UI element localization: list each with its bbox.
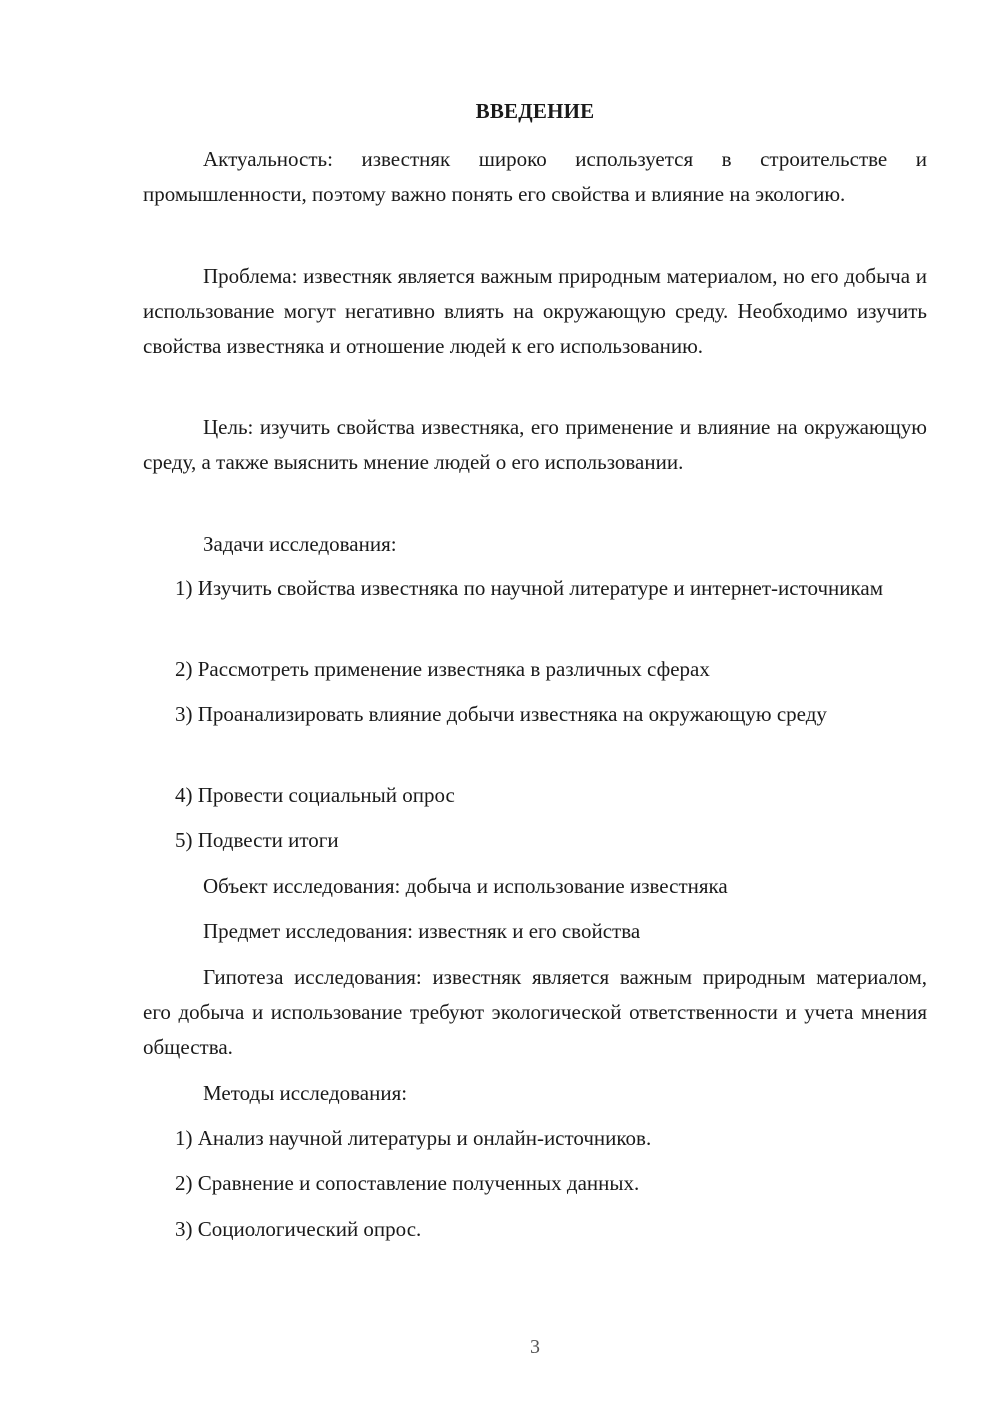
list-item-task-4: 4) Провести социальный опрос — [175, 783, 455, 807]
paragraph-goal: Цель: изучить свойства известняка, его применение и влияние на окружающую среду, а также выяснить мнение людей о его использовании. — [143, 415, 927, 474]
page-number: 3 — [530, 1336, 540, 1358]
paragraph-problem: Проблема: известняк является важным природным материалом, но его добыча и использование могут негативно влиять на окружающую среду. Необходимо изучить свойства известняка и отношение людей к его использованию. — [143, 264, 927, 358]
list-item-method-3: 3) Социологический опрос. — [175, 1217, 422, 1241]
page-title: ВВЕДЕНИЕ — [475, 99, 595, 123]
list-item-task-1: 1) Изучить свойства известняка по научной литературе и интернет-источникам — [175, 576, 884, 600]
paragraph-object: Объект исследования: добыча и использование известняка — [203, 874, 728, 898]
paragraph-methods-heading: Методы исследования: — [203, 1081, 408, 1105]
list-item-method-1: 1) Анализ научной литературы и онлайн-источников. — [175, 1126, 652, 1150]
document-page — [143, 0, 927, 1414]
list-item-task-5: 5) Подвести итоги — [175, 828, 339, 852]
list-item-task-2: 2) Рассмотреть применение известняка в различных сферах — [175, 657, 710, 681]
list-item-method-2: 2) Сравнение и сопоставление полученных данных. — [175, 1171, 640, 1195]
paragraph-tasks-heading: Задачи исследования: — [203, 532, 397, 556]
paragraph-subject: Предмет исследования: известняк и его свойства — [203, 919, 641, 943]
paragraph-hypothesis: Гипотеза исследования: известняк является важным природным материалом, его добыча и использование требуют экологической ответственности и учета мнения общества. — [143, 965, 927, 1059]
paragraph-relevance: Актуальность: известняк широко используется в строительстве и промышленности, поэтому важно понять его свойства и влияние на экологию. — [143, 147, 927, 206]
list-item-task-3: 3) Проанализировать влияние добычи известняка на окружающую среду — [175, 702, 827, 726]
